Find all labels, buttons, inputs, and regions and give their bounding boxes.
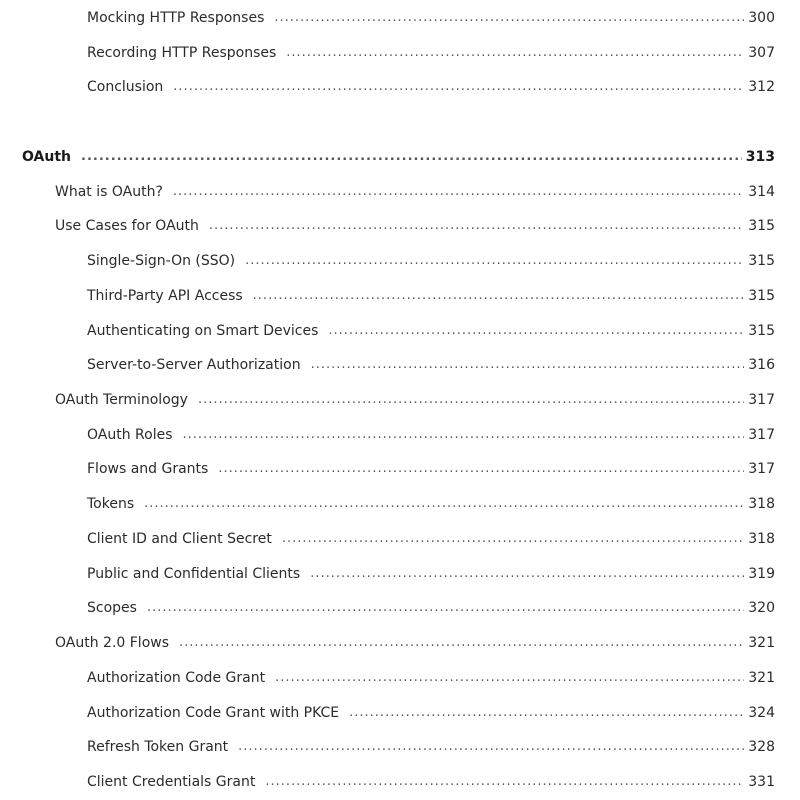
toc-entry-authenticating-on-smart-devices[interactable] [87,320,775,342]
toc-entry-page: 315 [748,288,775,304]
toc-entry-title: Single-Sign-On (SSO) [87,253,236,269]
dot-leader [173,181,744,203]
toc-entry-page: 312 [748,79,775,95]
dot-leader [286,42,744,64]
dot-leader [238,736,744,758]
dot-leader [179,632,744,654]
toc-section-what-is-oauth[interactable] [55,181,775,203]
toc-entry-page: 316 [748,357,775,373]
toc-chapter-page: 313 [745,149,775,165]
dot-leader [282,528,744,550]
toc-entry-client-credentials-grant[interactable] [87,771,775,793]
toc-entry-page: 324 [748,705,775,721]
toc-entry-page: 315 [748,253,775,269]
toc-chapter-oauth[interactable] [22,146,775,168]
toc-entry-authorization-code-grant-with-pkce[interactable] [87,702,775,724]
dot-leader [253,285,745,307]
toc-section-page: 317 [748,392,775,408]
dot-leader [245,250,744,272]
toc-entry-refresh-token-grant[interactable] [87,736,775,758]
toc-entry-title: Conclusion [87,79,164,95]
toc-entry-page: 317 [748,427,775,443]
toc-chapter-title: OAuth [22,149,71,165]
toc-entry-title: Refresh Token Grant [87,739,229,755]
toc-entry-title: Tokens [87,496,135,512]
dot-leader [311,354,745,376]
toc-entry-title: Recording HTTP Responses [87,45,277,61]
toc-entry-page: 319 [748,566,775,582]
toc-entry-recording-http-responses[interactable] [87,42,775,64]
toc-entry-title: Flows and Grants [87,461,209,477]
toc-section-title: Use Cases for OAuth [55,218,199,234]
toc-entry-page: 315 [748,323,775,339]
toc-section-page: 315 [748,218,775,234]
toc-entry-page: 317 [748,461,775,477]
toc-entry-server-to-server-authorization[interactable] [87,354,775,376]
toc-entry-single-sign-on[interactable] [87,250,775,272]
dot-leader [275,667,744,689]
toc-entry-flows-and-grants[interactable] [87,458,775,480]
toc-section-use-cases-for-oauth[interactable] [55,215,775,237]
toc-section-title: OAuth Terminology [55,392,188,408]
toc-section-oauth-2-flows[interactable] [55,632,775,654]
toc-entry-title: Client Credentials Grant [87,774,256,790]
toc-entry-title: Authenticating on Smart Devices [87,323,319,339]
dot-leader [147,597,744,619]
dot-leader [81,146,742,168]
toc-entry-page: 320 [748,600,775,616]
toc-entry-mocking-http-responses[interactable] [87,7,775,29]
toc-entry-page: 318 [748,496,775,512]
toc-entry-page: 300 [748,10,775,26]
toc-entry-title: Authorization Code Grant [87,670,266,686]
dot-leader [173,76,744,98]
toc-section-page: 321 [748,635,775,651]
dot-leader [198,389,744,411]
toc-entry-conclusion[interactable] [87,76,775,98]
toc-section-title: OAuth 2.0 Flows [55,635,170,651]
dot-leader [183,424,745,446]
toc-entry-title: Mocking HTTP Responses [87,10,265,26]
toc-section-oauth-terminology[interactable] [55,389,775,411]
toc-entry-page: 328 [748,739,775,755]
dot-leader [209,215,744,237]
toc-entry-title: Third-Party API Access [87,288,243,304]
toc-entry-page: 307 [748,45,775,61]
dot-leader [310,563,744,585]
toc-entry-title: Client ID and Client Secret [87,531,272,547]
toc-entry-client-id-and-client-secret[interactable] [87,528,775,550]
dot-leader [349,702,744,724]
toc-entry-title: Server-to-Server Authorization [87,357,301,373]
toc-section-page: 314 [748,184,775,200]
toc-entry-page: 321 [748,670,775,686]
toc-entry-title: Authorization Code Grant with PKCE [87,705,340,721]
dot-leader [218,458,744,480]
toc-entry-third-party-api-access[interactable] [87,285,775,307]
toc-entry-public-and-confidential-clients[interactable] [87,563,775,585]
toc-entry-title: Scopes [87,600,137,616]
toc-entry-title: Public and Confidential Clients [87,566,301,582]
toc-entry-tokens[interactable] [87,493,775,515]
dot-leader [274,7,744,29]
toc-entry-page: 318 [748,531,775,547]
toc-entry-authorization-code-grant[interactable] [87,667,775,689]
dot-leader [328,320,744,342]
toc-section-title: What is OAuth? [55,184,163,200]
toc-entry-oauth-roles[interactable] [87,424,775,446]
toc-entry-page: 331 [748,774,775,790]
dot-leader [265,771,744,793]
dot-leader [144,493,744,515]
toc-entry-title: OAuth Roles [87,427,173,443]
toc-entry-scopes[interactable] [87,597,775,619]
